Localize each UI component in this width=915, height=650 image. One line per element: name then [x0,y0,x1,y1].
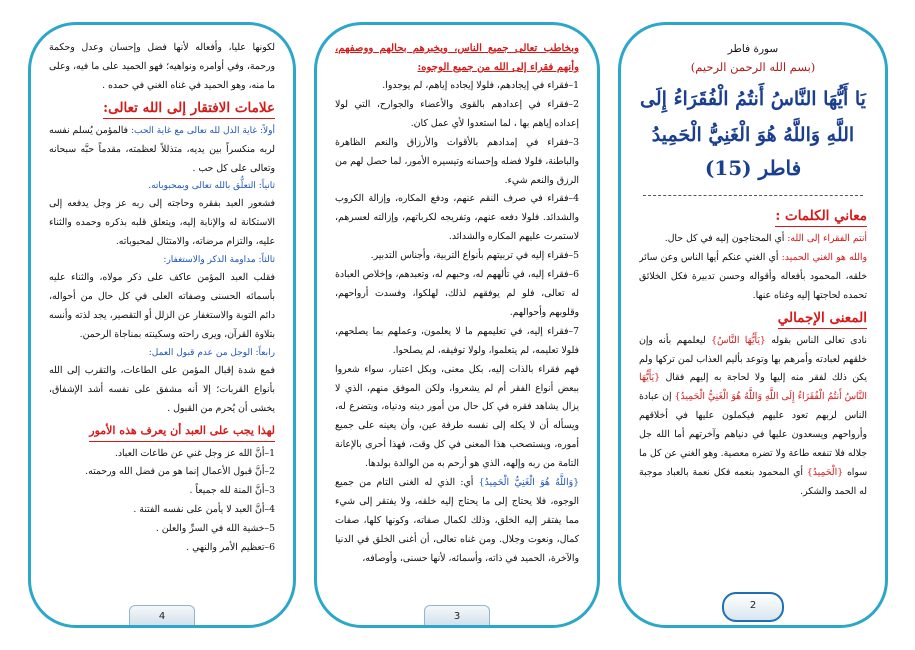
page-4-content [49,39,275,595]
intro-paragraph: لكونها عليا، وأفعاله لأنها فضل وإحسان وعدل وحكمة ورحمة، وفي أوامره ونواهيه؛ فهو الحميد على ما فيه، وعلى ما منه، وهو الحميد في غناه الغني في حمده . [49,42,275,91]
verse-reference: فاطر (15) [704,156,802,180]
point-title: أولاً: غاية الذل لله تعالى مع غاية الحب: [130,125,275,136]
list-item: 3–أنَّ المنة لله جميعاً . [189,485,275,497]
page-3-content [335,39,579,595]
point-text: فشعور العبد بفقره وحاجته إلى ربه عز وجل يدفعه إلى الاستكانة له والإنابة إليه، ويتعلق قلبه بذكره وحمده والثناء عليه، والتزام مرضاته، والامتثال لمحبوباته. [49,198,275,248]
list-item: 4–أنَّ العبد لا يأمن على نفسه الفتنة . [133,504,275,516]
page-2-content [639,41,867,595]
divider [643,195,863,196]
list-item: 1–فقراء في إيجادهم، فلولا إيجاده إياهم، لم يوجدوا. [382,80,579,91]
page-number: 3 [424,605,490,628]
list-item: 5–فقراء إليه في تربيتهم بأنواع التربية، وأجناس التدبير. [370,250,579,262]
section-heading: المعنى الإجمالي [778,308,867,329]
section-heading: معاني الكلمات : [775,206,867,227]
summary-text: إن عبادة الناس لربهم تعود عليهم فيكملون عليها في أخلاقهم وأرواحهم ويسعدون عليها في دنياهم وآخرتهم أما الله جل جلاله فلا تنفعه طاعة ولا تضره معصية. وهو الغني عن كل ما سواه [639,391,867,478]
list-item: 4–فقراء في صرف النقم عنهم، ودفع المكاره، وإزالة الكروب والشدائد. فلولا دفعه عنهم، وتفريجه لكرباتهم، وإزالته لعسرهم، لاستمرت عليهم المكاره والشدائد. [335,193,579,243]
page-4-panel [28,22,296,628]
section-heading: لهذا يجب على العبد أن يعرف هذه الأمور [89,421,275,442]
page-number: 2 [722,592,784,622]
body-paragraph: فهم فقراء بالذات إليه، بكل معنى، وبكل اعتبار، سواء شعروا ببعض أنواع الفقر أم لم يشعروا، ولكن الموفق منهم، الذي لا يزال يشاهد فقره في كل حال من أمور دينه ودنياه، ويتضرع له، ويسأله أن لا يكله إلى نفسه طرفة عين، وأن يعينه على جميع أموره، ويستصحب هذا المعنى في كل وقت، فهذا أحرى بالإعانة التامة من ربه وإلهه، الذي هو أرحم به من الوالدة بولدها. [335,363,579,470]
summary-text: نادى تعالى الناس بقوله [765,334,867,346]
verse-quote: {الْحَمِيدُ} [806,466,844,478]
point-text: فالمؤمن يُسلم نفسه لربه منكسراً بين يديه، متذللاً لعظمته، مقدماً حبَّه سبحانه وتعالى على كل حب . [49,124,275,174]
basmala: (بسم الله الرحمن الرحيم) [690,60,816,74]
section-heading: وبخاطب تعالى جميع الناس، ويخبرهم بحالهم ووصفهم، وأنهم فقراء إلى الله من جميع الوجوه: [335,42,579,73]
body-paragraph: أي: الذي له الغنى التام من جميع الوجوه، فلا يحتاج إلى ما يحتاج إليه خلقه، ولا يفتقر إلى شيء مما يفتقر إليه الخلق، وذلك لكمال صفاته، وكونها كلها، صفات كمال، ونعوت وجلال. ومن غناه تعالى، أن أغنى الخلق في الدنيا والآخرة، الحميد في ذاته، وأسمائه، لأنها حسنى، وأوصافه، [335,477,579,564]
point-title: ثالثاً: مداومة الذكر والاستغفار: [163,255,275,266]
verse-text: يَا أَيُّهَا النَّاسُ أَنتُمُ الْفُقَرَاءُ إِلَى اللَّهِ وَاللَّهُ هُوَ الْغَنِيُّ الْحَمِيدُ [640,88,866,146]
word-term: والله هو الغني الحميد: [781,251,867,263]
point-title: ثانياً: التعلُّق بالله تعالى وبمحبوباته. [148,181,275,192]
section-heading: علامات الافتقار إلى الله تعالى: [103,98,275,119]
summary-text: أي المحمود بنعمه فكل نعمة بالعباد موجبة له الحمد والشكر. [639,466,867,497]
verse-quote: {يَأَيُّهَا النَّاسُ} [711,334,766,346]
verse-quote: {يَأَيُّهَا النَّاسُ أَنتُمُ الْفُقَرَاءُ إِلَى اللَّهِ وَاللَّهُ هُوَ الْغَنِيُّ الْحَمِيدُ} [639,372,867,403]
list-item: 6–فقراء إليه، في تألههم له، وحبهم له، وتعبدهم، وإخلاص العبادة له تعالى، فلو لم يوفقهم لذلك، لهلكوا، وفسدت أرواحهم، وقلوبهم وأحوالهم. [335,269,579,318]
point-text: فمع شدة إقبال المؤمن على الطاعات، والتقرب إلى الله بأنواع القربات؛ إلا أنه مشفق على نفسه أشد الإشفاق، يخشى أن يُحرم من القبول . [49,364,275,414]
word-term: أنتم الفقراء إلى الله: [787,233,867,244]
list-item: 7–فقراء إليه، في تعليمهم ما لا يعلمون، وعملهم بما يصلحهم، فلولا تعليمه، لم يتعلموا، ولولا توفيقه، لم يصلحوا. [335,325,579,356]
verse-quote: {وَاللَّهُ هُوَ الْغَنِيُّ الْحَمِيدُ} [478,477,579,489]
list-item: 2–فقراء في إعدادهم بالقوى والأعضاء والجوارح، التي لولا إعداده إياهم بها ، لما استعدوا لأي عمل كان. [335,98,579,129]
summary-text: ليعلمهم بأنه وإن خلقهم لعبادته وأمرهم بها وتوعد بأليم العذاب لمن تركها ولم يكن ذلك لفقر منه إليها ولا لحاجة به إليهم فقال [639,334,867,384]
list-item: 1–أنَّ الله عز وجل غني عن طاعات العباد. [114,447,275,459]
page-number: 4 [129,605,195,628]
point-title: رابعاً: الوجل من عدم قبول العمل: [148,347,275,358]
list-item: 5–خشية الله في السرِّ والعلن . [155,523,275,535]
word-definition: أي الغني عنكم أيها الناس وعن سائر خلقه، المحمود بأفعاله وأقواله وحسن تدبيرة فكل الخلائق تحمده لحاجتها إليه وغناه عنها. [639,251,867,301]
list-item: 6–تعظيم الأمر والنهي . [186,542,275,554]
point-text: فقلب العبد المؤمن عاكف على ذكر مولاه، والثناء عليه بأسمائه الحسنى وصفاته العلى في كل حال من أحواله، دائم التوبة والاستغفار عن الزلل أو التقصير، يجد لذته وأنسه بتلاوة القرآن، ويرى راحته وسكينته بمناجاة الرحمن. [49,272,275,340]
list-item: 2–أنَّ قبول الأعمال إنما هو من فضل الله ورحمته. [85,466,275,478]
list-item: 3–فقراء في إمدادهم بالأقوات والأرزاق والنعم الظاهرة والباطنة، فلولا فضله وإحسانه وتيسيره الأمور، لما حصل لهم من الرزق والنعم شيء. [335,136,579,186]
word-definition: أي المحتاجون إليه في كل حال. [664,233,788,244]
page-3-panel [314,22,600,628]
surah-name: سورة فاطر [727,43,779,55]
page-2-panel [618,22,888,628]
